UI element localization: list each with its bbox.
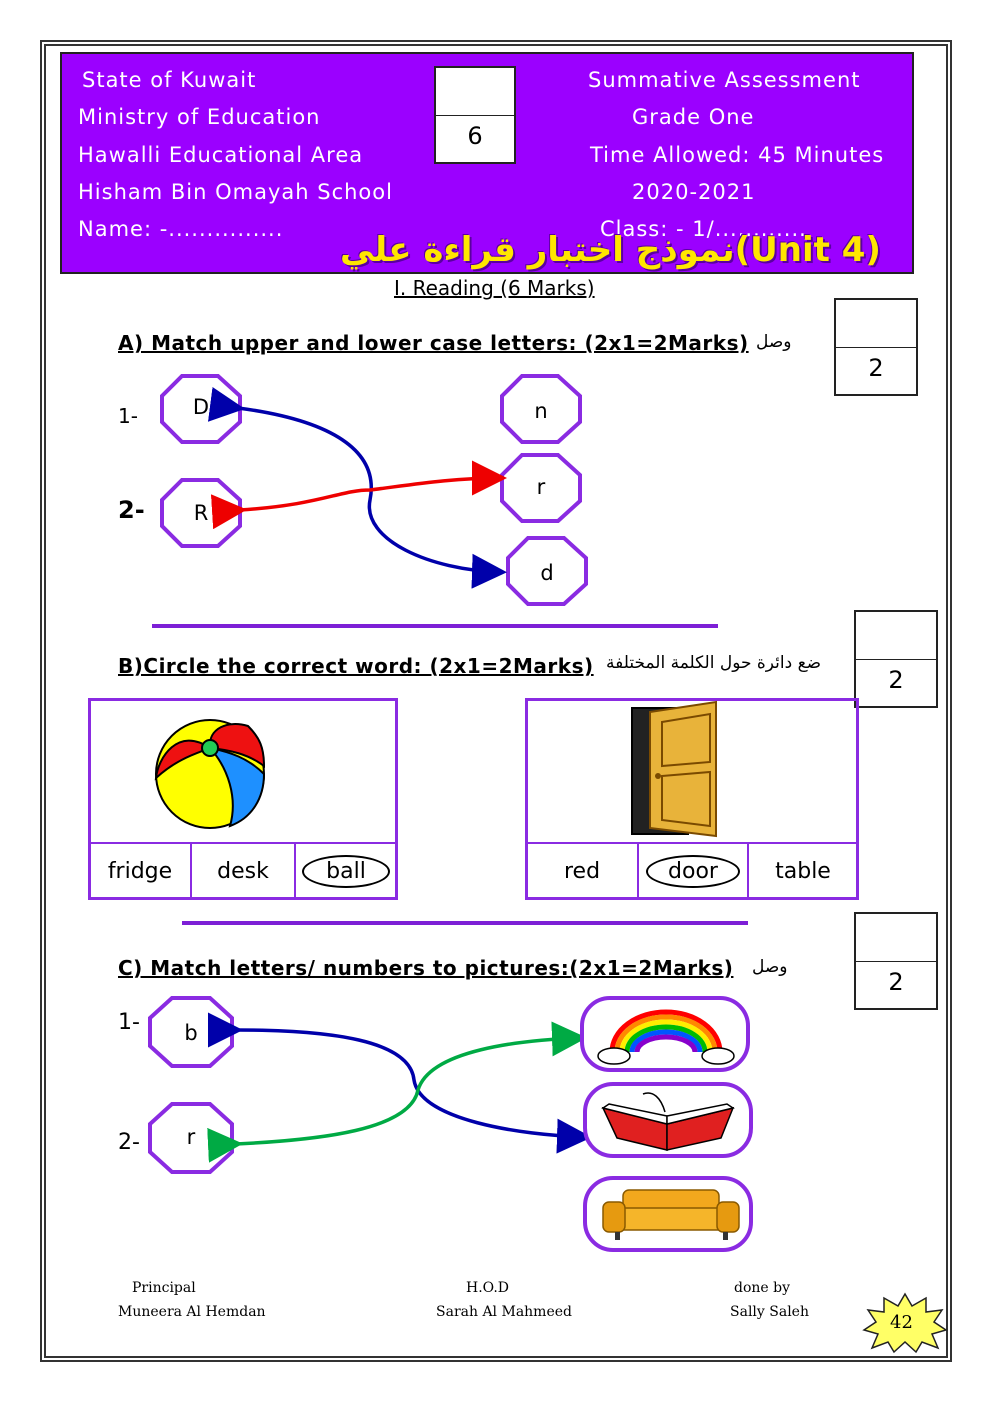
part-c-arabic: وصل <box>752 957 788 977</box>
part-a-score: 2 <box>868 354 884 382</box>
arrow-r-rainbow <box>236 1038 580 1144</box>
rainbow-pill[interactable] <box>580 996 750 1072</box>
part-b-score-box <box>854 610 938 708</box>
section-title: I. Reading (6 Marks) <box>394 276 595 300</box>
part-c-score-box <box>854 912 938 1010</box>
rainbow-icon <box>584 1000 746 1068</box>
sofa-icon <box>587 1180 749 1248</box>
word-table[interactable]: table <box>747 842 859 900</box>
page-number: 42 <box>890 1312 913 1333</box>
name-field[interactable]: Name: -............... <box>78 217 284 241</box>
divider-2 <box>182 921 748 925</box>
footer-role-principal: Principal <box>132 1280 196 1296</box>
row-label-1: 1- <box>118 404 138 428</box>
word-fridge[interactable]: fridge <box>88 842 192 900</box>
letter-r-c[interactable]: r <box>186 1125 196 1149</box>
c-row-label-2: 2- <box>118 1130 140 1155</box>
part-a-arabic: وصل <box>756 332 792 352</box>
book-pill[interactable] <box>583 1082 753 1158</box>
word-ball-circled[interactable]: ball <box>302 855 390 888</box>
word-door[interactable] <box>637 842 749 900</box>
sofa-pill[interactable] <box>583 1176 753 1252</box>
divider-1 <box>152 624 718 628</box>
class-field[interactable]: Class: - 1/............ <box>600 217 807 241</box>
word-ball[interactable] <box>294 842 398 900</box>
letter-r-lower[interactable]: r <box>536 475 546 499</box>
word-door-circled[interactable]: door <box>646 855 740 888</box>
letter-d[interactable]: d <box>540 561 554 585</box>
total-score: 6 <box>467 122 483 150</box>
footer-name-principal: Muneera Al Hemdan <box>118 1304 266 1320</box>
letter-b[interactable]: b <box>184 1021 198 1045</box>
arrow-b-book <box>236 1030 585 1137</box>
part-b-score: 2 <box>888 666 904 694</box>
header-assessment: Summative Assessment <box>588 68 861 92</box>
header-state: State of Kuwait <box>82 68 257 92</box>
door-picture <box>628 700 724 838</box>
book-icon <box>587 1086 749 1154</box>
letter-R[interactable]: R <box>193 501 209 525</box>
row-label-2: 2- <box>118 496 145 524</box>
part-c-title: C) Match letters/ numbers to pictures:(2x1=2Marks) <box>118 956 734 980</box>
c-row-label-1: 1- <box>118 1010 140 1035</box>
header-area: Hawalli Educational Area <box>78 143 364 167</box>
letter-n[interactable]: n <box>534 399 548 423</box>
footer-name-done-by: Sally Saleh <box>730 1304 809 1320</box>
footer-role-hod: H.O.D <box>466 1280 509 1296</box>
header-grade: Grade One <box>632 105 755 129</box>
part-b-arabic: ضع دائرة حول الكلمة المختلفة <box>606 653 822 673</box>
footer-role-done-by: done by <box>734 1280 791 1296</box>
ball-picture <box>148 718 288 830</box>
word-red[interactable]: red <box>525 842 639 900</box>
header-ministry: Ministry of Education <box>78 105 321 129</box>
header-time: Time Allowed: 45 Minutes <box>590 143 885 167</box>
arabic-title: نموذج اختبار قراءة علي(Unit 4) <box>340 230 881 270</box>
word-desk[interactable]: desk <box>190 842 296 900</box>
part-a-title: A) Match upper and lower case letters: (2x1=2Marks) <box>118 331 749 355</box>
part-c-score: 2 <box>888 968 904 996</box>
part-b-title: B)Circle the correct word: (2x1=2Marks) <box>118 654 594 678</box>
header-year: 2020-2021 <box>632 180 756 204</box>
letter-D[interactable]: D <box>192 395 210 419</box>
header-school: Hisham Bin Omayah School <box>78 180 393 204</box>
footer-name-hod: Sarah Al Mahmeed <box>436 1304 572 1320</box>
